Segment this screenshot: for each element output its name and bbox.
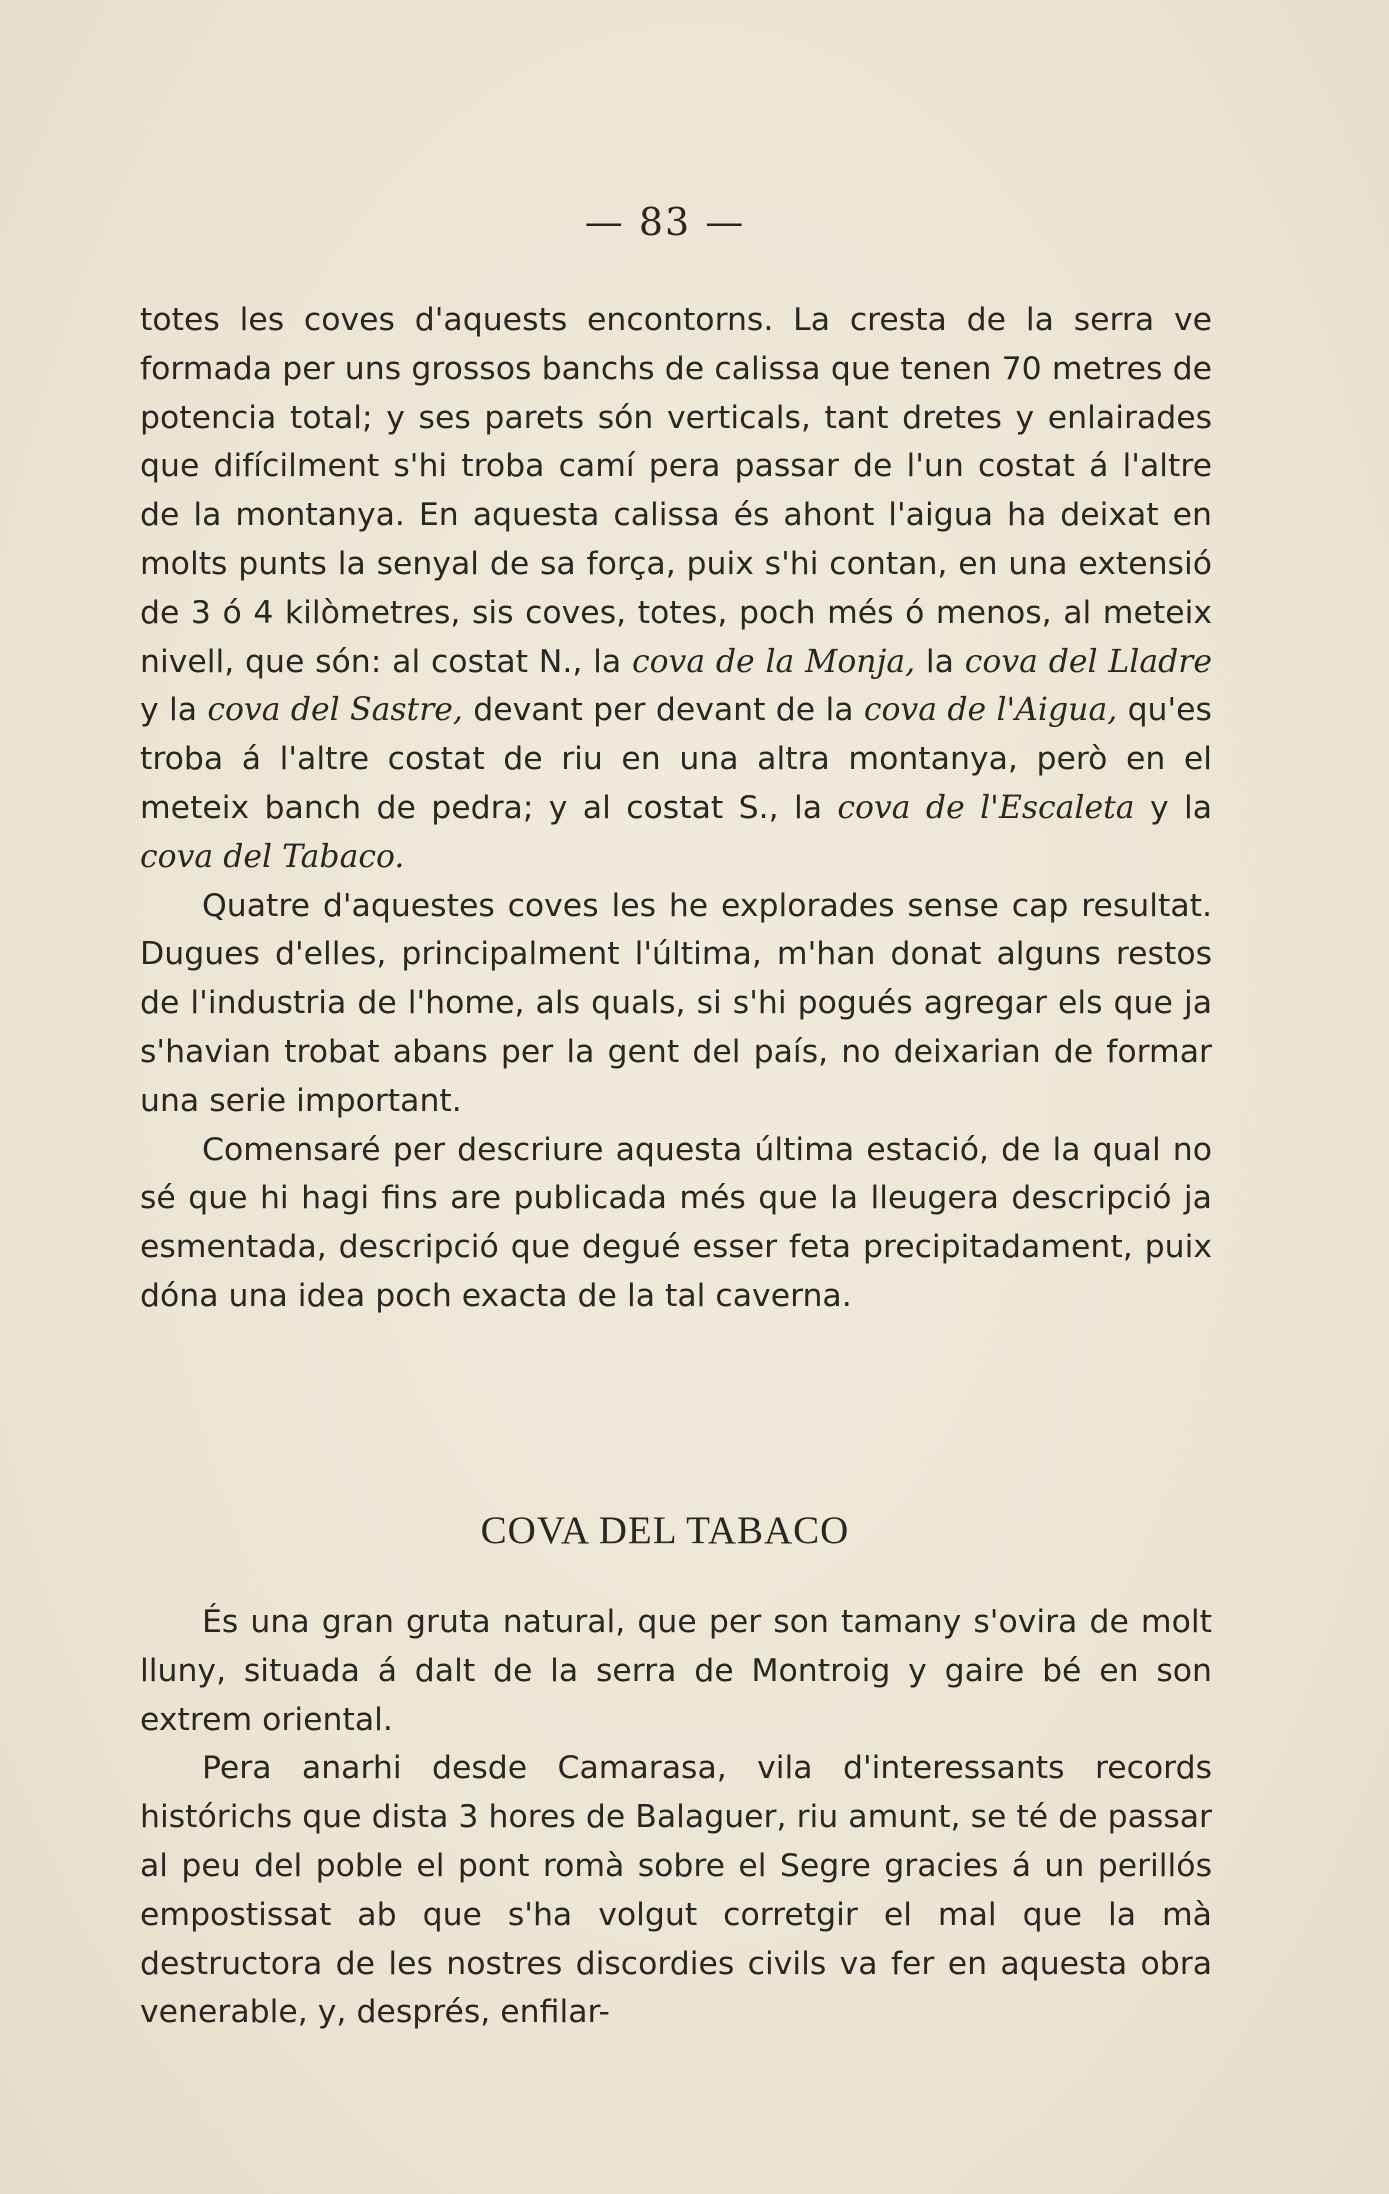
section-heading: COVA DEL TABACO (480, 1509, 850, 1552)
body-text-top (140, 296, 1212, 1321)
cave-name-lladre: cova del Lladre (964, 643, 1212, 680)
cave-name-tabaco: cova del Tabaco. (140, 838, 405, 875)
cave-name-escaleta: cova de l'Escaleta (837, 789, 1135, 826)
paragraph-4: És una gran gruta natural, que per son tamany s'ovira de molt lluny, situada á dalt de la serra de Montroig y gaire bé en son extrem oriental. (140, 1604, 1212, 1738)
paragraph-3: Comensaré per descriure aquesta última estació, de la qual no sé que hi hagi fins are publicada més que la lleugera descripció ja esmentada, descripció que degué esser feta precipitadament, puix dóna una idea poch exacta de la tal caverna. (140, 1131, 1212, 1314)
paragraph-5: Pera anarhi desde Camarasa, vila d'interessants records histórichs que dista 3 hores de Balaguer, riu amunt, se té de passar al peu del poble el pont romà sobre el Segre gracies á un perillós empostissat ab que s'ha volgut corretgir el mal que la mà destructora de les nostres discordies civils va fer en aquesta obra venerable, y, després, enfilar- (140, 1750, 1212, 2031)
paragraph-1: totes les coves d'aquests encontorns. La cresta de la serra ve formada per uns grossos banchs de calissa que tenen 70 metres de potencia total; y ses parets són verticals, tant dretes y enlairades que difícilment s'hi troba camí pera passar de l'un costat á l'altre de la montanya. En aquesta calissa és ahont l'aigua ha deixat en molts punts la senyal de sa força, puix s'hi contan, en una extensió de 3 ó 4 kilòmetres, sis coves, totes, poch més ó menos, al meteix nivell, que són: al costat N., la cova de la Monja, la cova del Lladre y la cova del Sastre, devant per devant de la cova de l'Aigua, qu'es troba á l'altre costat de riu en una altra montanya, però en el meteix banch de pedra; y al costat S., la cova de l'Escaleta y la cova del Tabaco. (140, 302, 1212, 875)
body-text-bottom (140, 1598, 1212, 2037)
cave-name-sastre: cova del Sastre, (207, 692, 463, 729)
cave-name-aigua: cova de l'Aigua, (863, 692, 1118, 729)
page-number: — 83 — (584, 200, 746, 244)
cave-name-monja: cova de la Monja, (631, 643, 916, 680)
paragraph-2: Quatre d'aquestes coves les he explorades sense cap resultat. Dugues d'elles, principalment l'última, m'han donat alguns restos de l'industria de l'home, als quals, si s'hi pogués agregar els que ja s'havian trobat abans per la gent del país, no deixarian de formar una serie important. (140, 887, 1212, 1119)
